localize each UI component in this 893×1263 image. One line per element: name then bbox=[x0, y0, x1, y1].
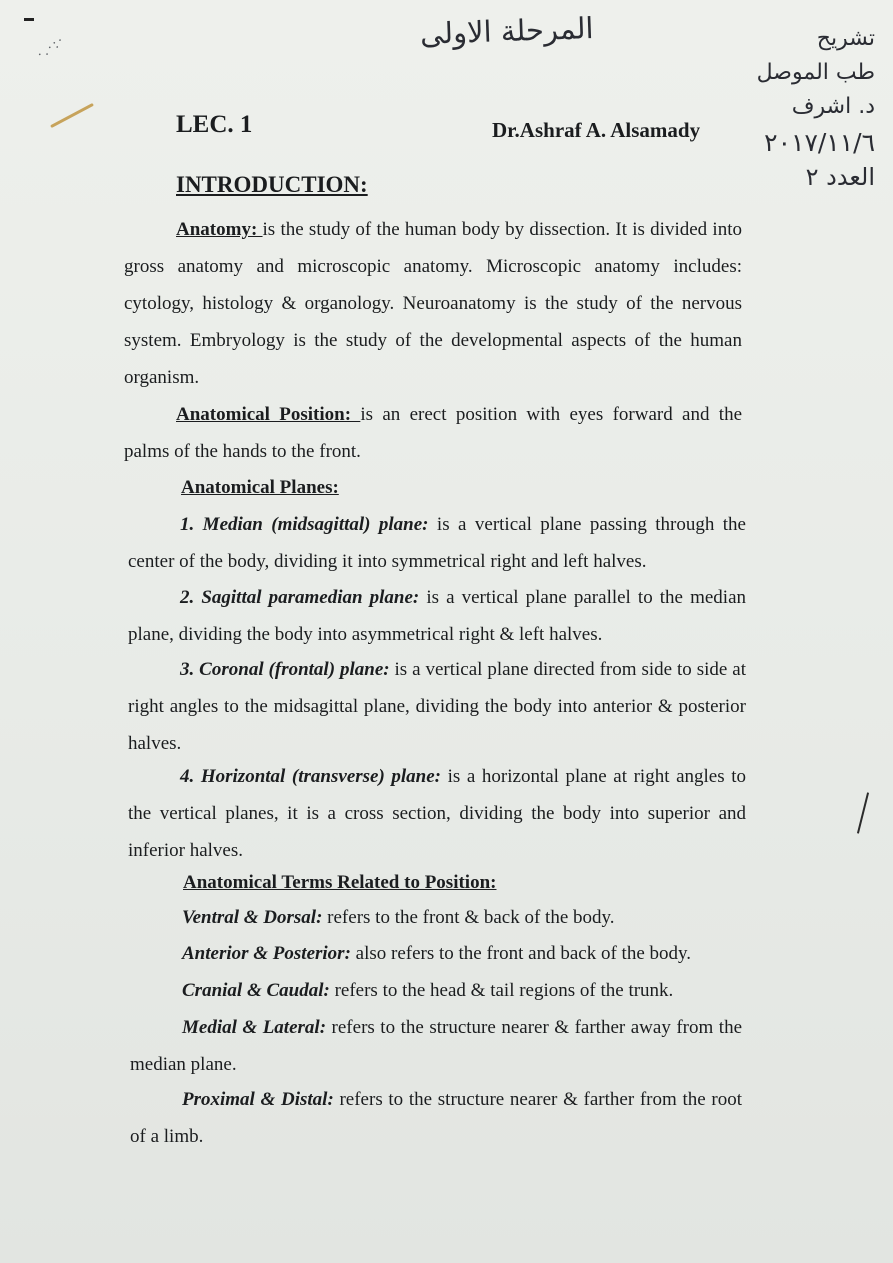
handwritten-note-doctor: د. اشرف bbox=[791, 94, 875, 119]
handwritten-note-number: العدد ٢ bbox=[805, 163, 875, 191]
anatomy-text: is the study of the human body by dissection. It is divided into gross anatomy and microscopic anatomy. Microscopic anatomy includes: cytology, histology & organology. Neuroanatomy is the study of the nervous system. Embryology is the study of the developmental aspects of the human organism. bbox=[124, 219, 742, 388]
plane-item: 1. Median (midsagittal) plane: is a vertical plane passing through the center of the body, dividing it into symmetrical right and left halves. bbox=[128, 514, 746, 572]
handwritten-note-date: ٢٠١٧/١١/٦ bbox=[764, 128, 875, 157]
handwritten-stage-note: المرحلة الاولى bbox=[419, 10, 595, 52]
anatomy-paragraph bbox=[124, 211, 742, 396]
plane-item: 4. Horizontal (transverse) plane: is a horizontal plane at right angles to the vertical planes, it is a cross section, dividing the body into superior and inferior halves. bbox=[128, 766, 746, 861]
margin-mark bbox=[857, 792, 869, 833]
handwritten-note-subject: تشريح bbox=[816, 26, 875, 51]
lecture-number: LEC. 1 bbox=[176, 111, 253, 138]
position-term: Anatomical Position: bbox=[176, 404, 361, 425]
plane-item: 3. Coronal (frontal) plane: is a vertical plane directed from side to side at right angles to the midsagittal plane, dividing the body into anterior & posterior halves. bbox=[128, 659, 746, 754]
pencil-dots: ·.·:· bbox=[34, 32, 69, 63]
term-item: Anterior & Posterior: also refers to the front and back of the body. bbox=[182, 943, 692, 964]
term-item: Ventral & Dorsal: refers to the front & back of the body. bbox=[182, 907, 615, 928]
terms-heading: Anatomical Terms Related to Position: bbox=[183, 872, 497, 893]
plane-item: 2. Sagittal paramedian plane: is a vertical plane parallel to the median plane, dividing the body into asymmetrical right & left halves. bbox=[128, 587, 747, 645]
page-title: INTRODUCTION: bbox=[176, 172, 368, 197]
term-item: Proximal & Distal: refers to the structure nearer & farther from the root of a limb. bbox=[130, 1089, 742, 1147]
anatomy-term: Anatomy: bbox=[176, 219, 263, 240]
pencil-stroke bbox=[50, 103, 94, 128]
position-text: is an erect position with eyes forward and the palms of the hands to the front. bbox=[124, 404, 742, 462]
planes-heading: Anatomical Planes: bbox=[181, 477, 339, 498]
position-paragraph bbox=[124, 396, 742, 470]
ink-mark bbox=[24, 18, 34, 21]
handwritten-note-college: طب الموصل bbox=[756, 60, 875, 85]
term-item: Cranial & Caudal: refers to the head & tail regions of the trunk. bbox=[182, 980, 674, 1001]
author-name: Dr.Ashraf A. Alsamady bbox=[492, 118, 701, 142]
term-item: Medial & Lateral: refers to the structure nearer & farther away from the median plane. bbox=[130, 1017, 743, 1075]
